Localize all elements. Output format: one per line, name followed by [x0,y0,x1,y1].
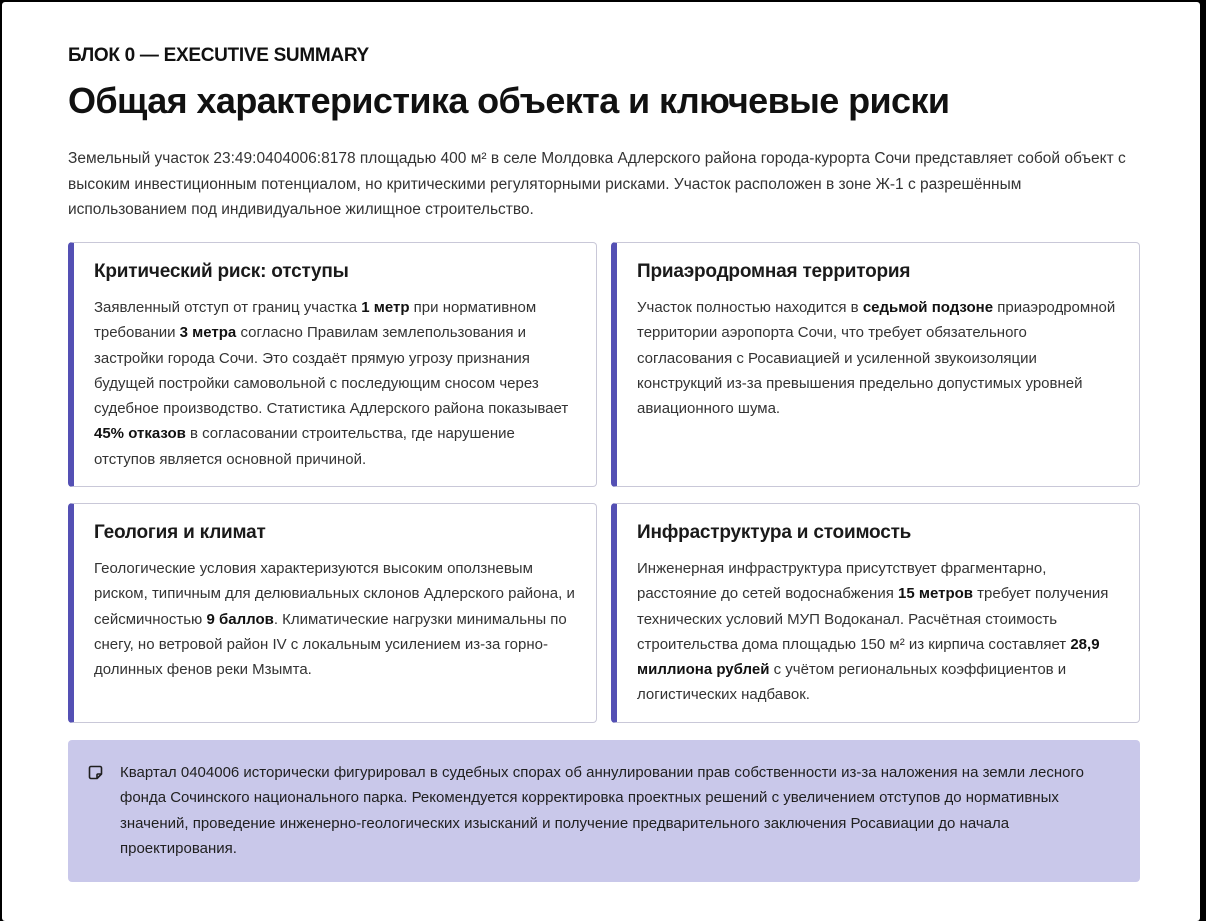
card-infrastructure-cost [611,503,1140,723]
emphasis-text: седьмой подзоне [862,299,994,316]
card-title: Геология и климат [94,522,266,543]
card-geology-climate [68,503,597,723]
card-title: Инфраструктура и стоимость [637,522,912,543]
card-text-run: с учётом региональных коэффициентов и логистических надбавок. [637,661,1067,704]
card-text-run: приаэродромной территории аэропорта Сочи, что требует обязательного согласования с Росавиацией и усиленной звукоизоляции конструкций из-за превышения предельно допустимых уровней авиационного шума. [637,299,1116,418]
card-text-run: . Климатические нагрузки минимальны по снегу, но ветровой район IV с локальным усилением из-за горно-долинных фенов реки Мзымта. [94,610,567,679]
card-text-run: согласно Правилам землепользования и застройки города Сочи. Это создаёт прямую угрозу признания будущей постройки самовольной с последующим сносом через судебное производство. Статистика Адлерского района показывает [94,324,569,418]
emphasis-text: 15 метров [898,585,974,603]
card-text [637,556,1121,708]
emphasis-text: 3 метра [179,324,237,342]
card-setback-risk [68,242,597,487]
card-title: Приаэродромная территория [637,261,911,282]
card-text-run: Геологические условия характеризуются высоким оползневым риском, типичным для делювиальных склонов Адлерского района, и сейсмичностью [94,560,575,628]
page-title: Общая характеристика объекта и ключевые риски [68,80,950,121]
emphasis-text: 28,9 миллиона рублей [637,635,1100,679]
section-eyebrow: БЛОК 0 — EXECUTIVE SUMMARY [68,45,369,66]
card-text [94,295,578,472]
card-text-run: требует получения технических условий МУП Водоканал. Расчётная стоимость строительства дома площадью 150 м² из кирпича составляет [637,585,1109,653]
emphasis-text: 9 баллов [206,610,274,628]
card-airfield-territory [611,242,1140,487]
card-text-run: при нормативном требовании [94,299,537,342]
emphasis-text: 1 метр [361,299,410,316]
note-icon [88,765,103,780]
card-title: Критический риск: отступы [94,261,349,282]
card-text [94,556,578,682]
document-page [2,2,1200,921]
card-text [637,295,1121,421]
intro-paragraph: Земельный участок 23:49:0404006:8178 площадью 400 м² в селе Молдовка Адлерского района города-курорта Сочи представляет собой объект с высоким инвестиционным потенциалом, но критическими регуляторными рисками. Участок расположен в зоне Ж-1 с разрешённым использованием под индивидуальное жилищное строительство. [68,150,1126,218]
recommendation-note [68,740,1140,882]
note-text: Квартал 0404006 исторически фигурировал в судебных спорах об аннулировании прав собственности из-за наложения на земли лесного фонда Сочинского национального парка. Рекомендуется корректировка проектных решений с увеличением отступов до нормативных значений, проведение инженерно-геологических изысканий и получение предварительного заключения Росавиации до начала проектирования. [120,764,1084,857]
card-text-run: Заявленный отступ от границ участка [94,299,362,316]
emphasis-text: 45% отказов [94,425,186,443]
card-text-run: Инженерная инфраструктура присутствует фрагментарно, расстояние до сетей водоснабжения [637,560,1047,603]
executive-summary-section [68,42,1140,857]
card-text-run: Участок полностью находится в [637,299,863,316]
card-text-run: в согласовании строительства, где нарушение отступов является основной причиной. [94,425,515,468]
